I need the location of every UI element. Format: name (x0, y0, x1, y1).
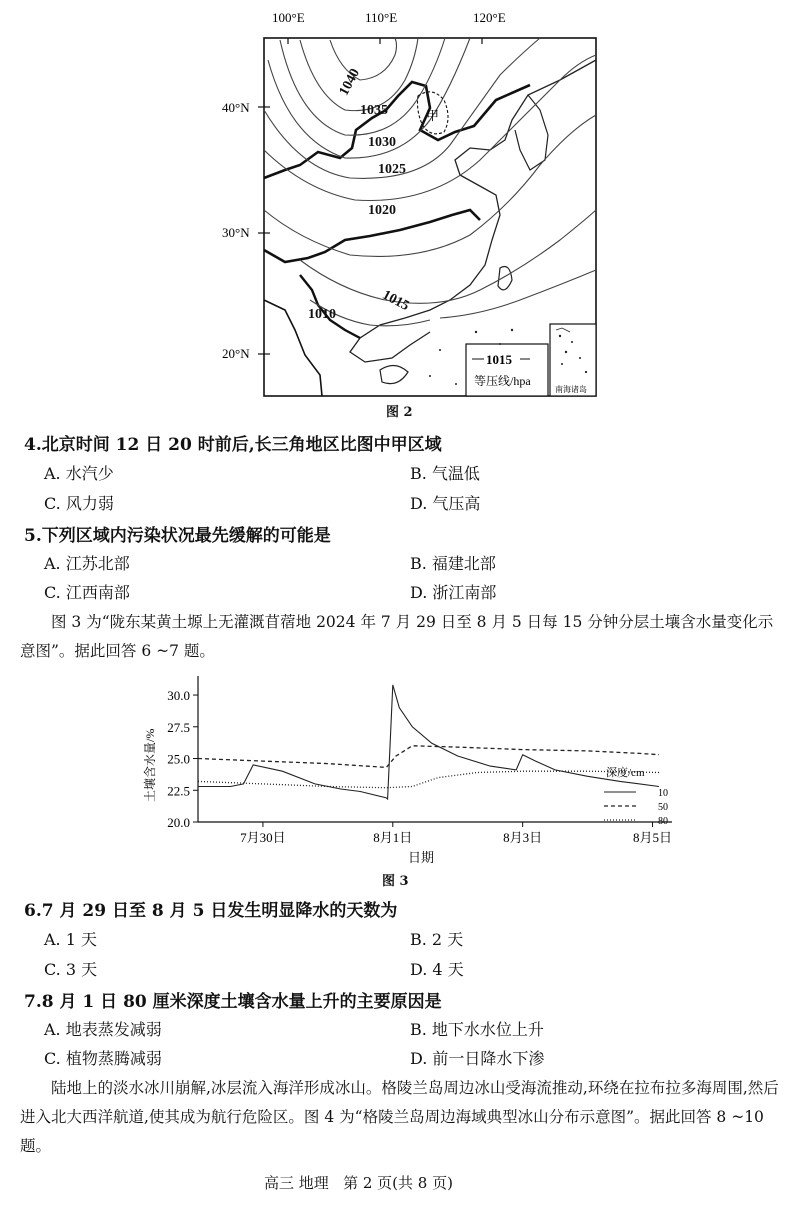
question-5-option-d[interactable]: D. 浙江南部 (410, 583, 497, 602)
isobar-label-1010: 1010 (308, 307, 336, 322)
y-tick-label: 20.0 (167, 815, 190, 830)
legend-isobar-value: 1015 (486, 352, 512, 367)
isobar-label-1025: 1025 (378, 162, 406, 177)
question-4-option-c[interactable]: C. 风力弱 (44, 494, 114, 513)
figure3-intro-paragraph: 图 3 为“陇东某黄土塬上无灌溉苜蓿地 2024 年 7 月 29 日至 8 月 5 日每 15 分钟分层土壤含水量变化示意图”。据此回答 6 ~7 题。 (20, 613, 774, 660)
chart-ylabel: 土壤含水量/% (143, 728, 157, 802)
chart-legend-title: 深度/cm (606, 767, 645, 779)
isobar-label-1030: 1030 (368, 135, 396, 150)
question-7-option-d[interactable]: D. 前一日降水下渗 (410, 1049, 545, 1068)
legend-label-50: 50 (658, 802, 668, 813)
question-5-option-a[interactable]: A. 江苏北部 (44, 554, 130, 573)
inset-label: 南海诸岛 (555, 385, 587, 394)
lon-label-110: 110°E (365, 10, 398, 25)
region-jia-label: 甲 (426, 108, 440, 123)
figure2-isobar-map (210, 0, 610, 400)
x-tick-label: 8月1日 (373, 830, 413, 845)
question-7-option-b[interactable]: B. 地下水水位上升 (410, 1020, 544, 1039)
y-tick-label: 22.5 (167, 783, 190, 799)
x-tick-label: 7月30日 (240, 830, 286, 845)
lat-label-40: 40°N (222, 100, 250, 115)
question-4-option-b[interactable]: B. 气温低 (410, 464, 480, 483)
question-4-option-d[interactable]: D. 气压高 (410, 494, 481, 513)
lon-label-120: 120°E (473, 10, 506, 25)
question-7-option-a[interactable]: A. 地表蒸发减弱 (44, 1020, 162, 1039)
question-6-option-c[interactable]: C. 3 天 (44, 960, 98, 979)
question-5-option-b[interactable]: B. 福建北部 (410, 554, 496, 573)
question-6-option-a[interactable]: A. 1 天 (44, 930, 97, 949)
lat-label-20: 20°N (222, 346, 250, 361)
figure4-intro-paragraph: 陆地上的淡水冰川崩解,冰层流入海洋形成冰山。格陵兰岛周边冰山受海流推动,环绕在拉布拉多海周围,然后进入北大西洋航道,使其成为航行危险区。图 4 为“格陵兰岛周边海域典型冰山分布示意图”。据此回答 8 ~10 题。 (20, 1079, 779, 1155)
question-6-option-b[interactable]: B. 2 天 (410, 930, 464, 949)
question-5-stem: 5.下列区域内污染状况最先缓解的可能是 (24, 526, 331, 546)
y-tick-label: 30.0 (167, 688, 190, 704)
isobar-label-1035: 1035 (360, 103, 388, 118)
figure2-caption: 图 2 (386, 405, 413, 420)
x-tick-label: 8月5日 (633, 830, 673, 845)
y-tick-label: 25.0 (167, 751, 190, 767)
figure3-caption: 图 3 (382, 874, 409, 889)
y-tick-label: 27.5 (167, 719, 190, 735)
figure3-soil-moisture-chart (120, 674, 680, 874)
question-7-option-c[interactable]: C. 植物蒸腾减弱 (44, 1049, 162, 1068)
question-6-option-d[interactable]: D. 4 天 (410, 960, 464, 979)
lat-label-30: 30°N (222, 225, 250, 240)
page-footer: 高三 地理 第 2 页(共 8 页) (264, 1174, 453, 1192)
question-5-option-c[interactable]: C. 江西南部 (44, 583, 130, 602)
x-tick-label: 8月3日 (503, 830, 543, 845)
question-7-stem: 7.8 月 1 日 80 厘米深度土壤含水量上升的主要原因是 (24, 992, 442, 1012)
isobar-label-1015: 1015 (379, 287, 412, 315)
legend-label-10: 10 (658, 788, 668, 799)
lon-label-100: 100°E (272, 10, 305, 25)
isobar-label-1040: 1040 (336, 66, 364, 99)
question-4-option-a[interactable]: A. 水汽少 (44, 464, 114, 483)
question-4-stem: 4.北京时间 12 日 20 时前后,长三角地区比图中甲区域 (24, 435, 442, 455)
question-6-stem: 6.7 月 29 日至 8 月 5 日发生明显降水的天数为 (24, 901, 398, 921)
isobar-label-1020: 1020 (368, 203, 396, 218)
chart-xlabel: 日期 (408, 850, 435, 865)
legend-isobar-text: 等压线/hpa (474, 374, 531, 388)
legend-label-80: 80 (658, 816, 668, 827)
